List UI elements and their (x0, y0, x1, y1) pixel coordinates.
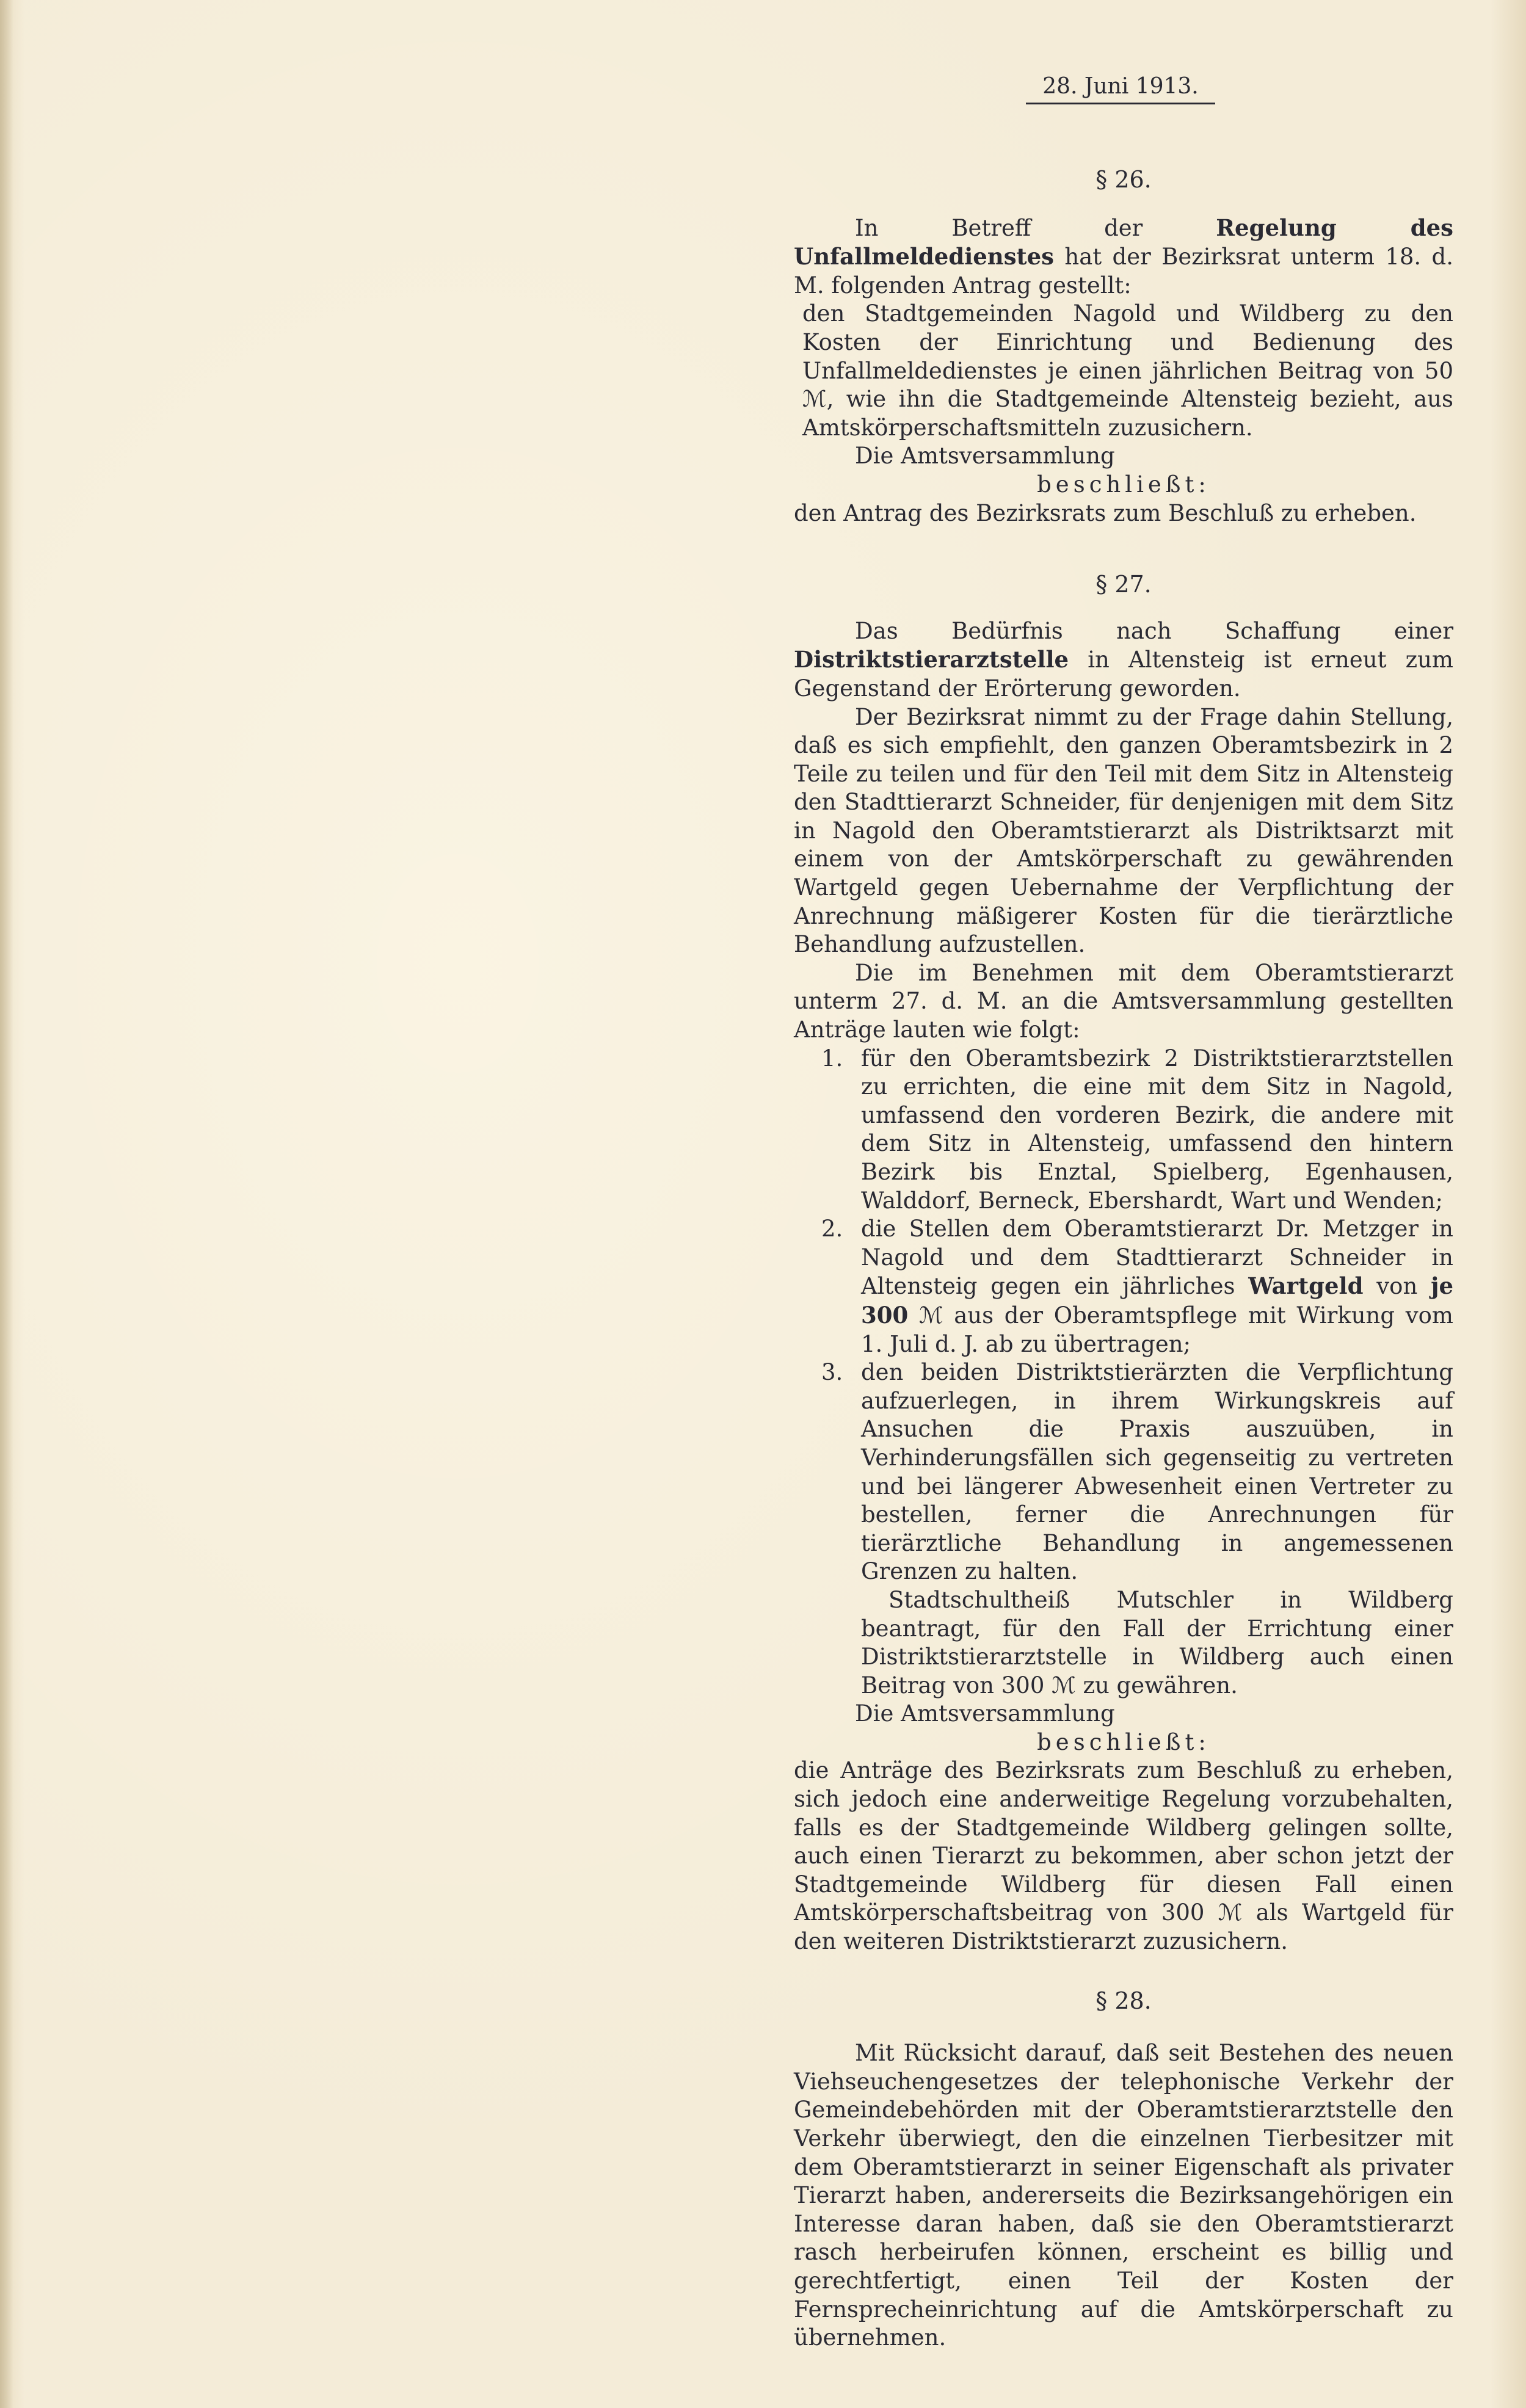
section-27-title: § 27. (1095, 571, 1152, 598)
section-28-paragraph-1: Mit Rücksicht darauf, daß seit Bestehen des neuen Viehseuchengesetzes der telephonische Verkehr der Gemeindebehörden mit der Oberamtstierarztstelle den Verkehr überwiegt, den die einzelnen Tierbesitzer mit dem Oberamtstierarzt in seiner Eigenschaft als privater Tierarzt haben, andererseits die Bezirksangehörigen ein Interesse daran haben, daß sie den Oberamtstierarzt rasch herbeirufen können, erscheint es billig und gerechtfertigt, einen Teil der Kosten der Fernsprecheinrichtung auf die Amtskörperschaft zu übernehmen. (794, 2040, 1453, 2351)
section-27-assembly: Die Amtsversammlung (855, 1700, 1115, 1727)
section-27-decision: die Anträge des Bezirksrats zum Beschluß zu erheben, sich jedoch eine anderweitige Regelung vorzubehalten, falls es der Stadtgemeinde Wildberg gelingen sollte, auch einen Tierarzt zu bekommen, aber schon jetzt der Stadtgemeinde Wildberg für diesen Fall einen Amtskörperschaftsbeitrag von 300 ℳ als Wartgeld für den weiteren Distriktstierarzt zuzusichern. (794, 1757, 1453, 1955)
intro-bold-term: Regelung des Unfallmeldedienstes (794, 214, 1454, 270)
section-26-decision: den Antrag des Bezirksrats zum Beschluß zu erheben. (794, 499, 1417, 526)
section-28-title: § 28. (1095, 1987, 1152, 2014)
list-item-bold-amount: je 300 (861, 1272, 1453, 1329)
page-fold-shadow (0, 0, 13, 2408)
section-26-resolves: beschließt: (1037, 471, 1210, 498)
list-item (794, 1215, 1453, 1358)
intro-text-rest: hat der Bezirksrat unterm 18. d. M. folgenden Antrag gestellt: (794, 244, 1453, 299)
list-item-number: 1. (821, 1045, 843, 1072)
section-26-motion: den Stadtgemeinden Nagold und Wildberg zu den Kosten der Einrichtung und Bedienung des Unfallmeldedienstes je einen jährlichen Beitrag von 50 ℳ, wie ihn die Stadtgemeinde Altensteig bezieht, aus Amtskörperschaftsmitteln zuzusichern. (802, 300, 1453, 441)
paragraph-bold-term: Distriktstierarztstelle (794, 646, 1069, 673)
text-column (794, 72, 1453, 2352)
header-date: 28. Juni 1913. (1026, 72, 1215, 104)
list-item-number: 3. (821, 1359, 843, 1386)
paragraph-text-rest: in Altensteig ist erneut zum Gegenstand der Erörterung geworden. (794, 647, 1453, 702)
section-26-title: § 26. (1095, 166, 1152, 193)
list-item-text: ℳ aus der Oberamtspflege mit Wirkung vom 1. Juli d. J. ab zu übertragen; (861, 1302, 1453, 1357)
section-27-paragraph-3: Die im Benehmen mit dem Oberamtstierarzt unterm 27. d. M. an die Amtsversammlung gestellten Anträge lauten wie folgt: (794, 959, 1453, 1043)
list-item-text: von (1376, 1273, 1418, 1300)
section-27-resolves: beschließt: (1037, 1728, 1210, 1755)
list-item-text: für den Oberamtsbezirk 2 Distriktstierarztstellen zu errichten, die eine mit dem Sitz in Nagold, umfassend den vorderen Bezirk, die andere mit dem Sitz in Altensteig, umfassend den hintern Bezirk bis Enztal, Spielberg, Egenhausen, Walddorf, Berneck, Ebershardt, Wart und Wenden; (861, 1045, 1453, 1214)
list-item-text: die Stellen dem Oberamtstierarzt Dr. Metzger in Nagold und dem Stadttierarzt Schneider in Altensteig gegen ein jährliches (861, 1216, 1453, 1300)
section-27-paragraph-1 (794, 617, 1453, 703)
section-26 (794, 165, 1453, 528)
intro-text: In Betreff der (855, 214, 1143, 241)
list-item-number: 2. (821, 1216, 843, 1242)
section-27-paragraph-4: Stadtschultheiß Mutschler in Wildberg beantragt, für den Fall der Errichtung einer Distriktstierarztstelle in Wildberg auch einen Beitrag von 300 ℳ zu gewähren. (861, 1586, 1453, 1699)
list-item-bold-term: Wartgeld (1248, 1272, 1364, 1300)
list-item (794, 1045, 1453, 1216)
section-27-list (794, 1045, 1453, 1586)
section-26-intro (794, 214, 1453, 300)
section-28 (794, 1987, 1453, 2352)
list-item-text: den beiden Distriktstierärzten die Verpflichtung aufzuerlegen, in ihrem Wirkungskreis auf Ansuchen die Praxis auszuüben, in Verhinderungsfällen sich gegenseitig zu vertreten und bei längerer Abwesenheit einen Vertreter zu bestellen, ferner die Anrechnungen für tierärztliche Behandlung in angemessenen Grenzen zu halten. (861, 1359, 1453, 1585)
section-26-assembly: Die Amtsversammlung (855, 443, 1115, 470)
paragraph-text: Das Bedürfnis nach Schaffung einer (855, 617, 1453, 644)
section-27 (794, 570, 1453, 1956)
list-item (794, 1358, 1453, 1586)
section-27-paragraph-2: Der Bezirksrat nimmt zu der Frage dahin Stellung, daß es sich empfiehlt, den ganzen Oberamtsbezirk in 2 Teile zu teilen und für den Teil mit dem Sitz in Altensteig den Stadttierarzt Schneider, für denjenigen mit dem Sitz in Nagold den Oberamtstierarzt als Distriktsarzt mit einem von der Amtskörperschaft zu gewährenden Wartgeld gegen Uebernahme der Verpflichtung der Anrechnung mäßigerer Kosten für die tierärztliche Behandlung aufzustellen. (794, 703, 1453, 958)
